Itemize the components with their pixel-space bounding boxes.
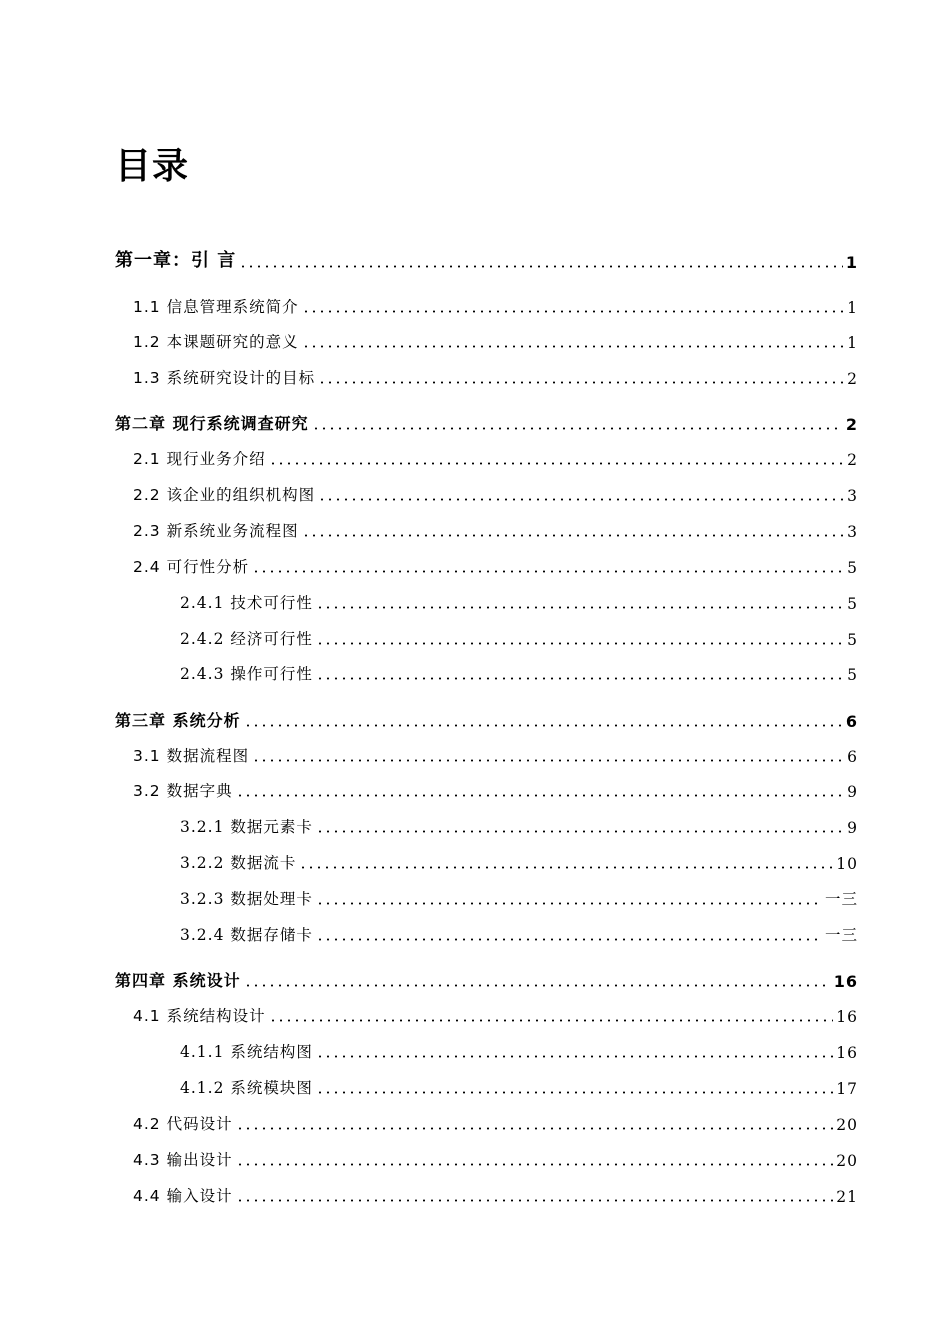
toc-entry-title: 第二章 现行系统调查研究 — [115, 414, 309, 433]
dot-leader — [318, 498, 844, 501]
toc-entry[interactable] — [133, 1004, 858, 1026]
toc-entry-page: 9 — [847, 783, 858, 801]
toc-entry-page: 2 — [847, 451, 858, 469]
dot-leader — [236, 1127, 834, 1130]
toc-entry-title: 第四章 系统设计 — [115, 971, 241, 990]
page-title: 目录 — [115, 146, 190, 187]
toc-entry-page: 2 — [845, 415, 858, 434]
dot-leader — [318, 381, 844, 384]
dot-leader — [316, 902, 822, 905]
dot-leader — [236, 794, 845, 797]
dot-leader — [316, 1055, 833, 1058]
toc-entry[interactable] — [180, 662, 858, 684]
toc-entry[interactable] — [180, 627, 858, 649]
toc-entry-title: 1.3 系统研究设计的目标 — [133, 369, 316, 387]
toc-entry[interactable] — [115, 411, 858, 434]
dot-leader — [316, 1091, 833, 1094]
toc-entry-title: 3.2.1 数据元素卡 — [180, 818, 313, 836]
toc-entry-title: 1.2 本课题研究的意义 — [133, 333, 299, 351]
toc-entry-title: 2.3 新系统业务流程图 — [133, 522, 299, 540]
toc-entry-page: 1 — [847, 299, 858, 317]
toc-entry-title: 3.2 数据字典 — [133, 782, 233, 800]
toc-entry-page: 2 — [847, 370, 858, 388]
toc-entry-title: 4.1.1 系统结构图 — [180, 1043, 313, 1061]
toc-entry[interactable] — [133, 295, 858, 317]
toc-entry-page: 16 — [836, 1044, 858, 1062]
toc-entry[interactable] — [115, 708, 858, 731]
toc-entry-title: 2.2 该企业的组织机构图 — [133, 486, 316, 504]
toc-entry-page: 一三 — [824, 890, 858, 908]
dot-leader — [302, 310, 845, 313]
toc-entry-page: 5 — [847, 559, 858, 577]
dot-leader — [316, 606, 844, 609]
dot-leader — [269, 1019, 834, 1022]
toc-entry-page: 1 — [847, 334, 858, 352]
toc-entry[interactable] — [180, 1040, 858, 1062]
dot-leader — [316, 830, 844, 833]
toc-entry-page: 16 — [833, 972, 858, 991]
toc-entry[interactable] — [180, 591, 858, 613]
toc-entry[interactable] — [133, 1184, 858, 1206]
toc-entry[interactable] — [133, 519, 858, 541]
toc-entry-title: 4.4 输入设计 — [133, 1187, 233, 1205]
toc-entry-page: 3 — [847, 487, 858, 505]
toc-entry-title: 3.2.3 数据处理卡 — [180, 890, 313, 908]
toc-entry-page: 16 — [836, 1008, 858, 1026]
dot-leader — [252, 759, 844, 762]
dot-leader — [244, 984, 831, 987]
toc-entry-page: 6 — [845, 712, 858, 731]
toc-entry-page: 5 — [847, 666, 858, 684]
toc-entry-page: 一三 — [824, 926, 858, 944]
toc-entry[interactable] — [133, 447, 858, 469]
toc-entry-page: 5 — [847, 631, 858, 649]
dot-leader — [299, 866, 833, 869]
toc-entry-title: 3.2.2 数据流卡 — [180, 854, 297, 872]
dot-leader — [316, 938, 822, 941]
toc-entry-title: 4.1.2 系统模块图 — [180, 1079, 313, 1097]
toc-entry[interactable] — [180, 887, 858, 909]
dot-leader — [312, 427, 843, 430]
dot-leader — [316, 642, 844, 645]
dot-leader — [252, 570, 844, 573]
toc-entry-title: 2.4.2 经济可行性 — [180, 630, 313, 648]
toc-entry-title: 1.1 信息管理系统简介 — [133, 298, 299, 316]
toc-entry-page: 21 — [836, 1188, 858, 1206]
dot-leader — [316, 677, 844, 680]
toc-entry[interactable] — [133, 330, 858, 352]
toc-entry-page: 20 — [836, 1152, 858, 1170]
toc-entry-title: 4.2 代码设计 — [133, 1115, 233, 1133]
toc-entry[interactable] — [115, 968, 858, 991]
toc-entry-title: 第三章 系统分析 — [115, 711, 241, 730]
toc-entry-title: 2.4.1 技术可行性 — [180, 594, 313, 612]
toc-entry[interactable] — [180, 851, 858, 873]
toc-entry-title: 2.4 可行性分析 — [133, 558, 250, 576]
toc-entry[interactable] — [133, 483, 858, 505]
toc-entry[interactable] — [133, 1148, 858, 1170]
toc-entry-title: 第一章：引 言 — [115, 250, 237, 271]
toc-entry-title: 4.3 输出设计 — [133, 1151, 233, 1169]
toc-entry[interactable] — [133, 744, 858, 766]
toc-entry-title: 2.1 现行业务介绍 — [133, 450, 266, 468]
toc-entry[interactable] — [115, 246, 858, 272]
toc-entry[interactable] — [133, 555, 858, 577]
dot-leader — [302, 345, 845, 348]
toc-entry[interactable] — [180, 923, 858, 945]
dot-leader — [239, 265, 843, 268]
toc-entry-page: 9 — [847, 819, 858, 837]
dot-leader — [244, 724, 843, 727]
dot-leader — [236, 1163, 834, 1166]
toc-entry-page: 5 — [847, 595, 858, 613]
toc-entry[interactable] — [133, 779, 858, 801]
toc-entry[interactable] — [133, 1112, 858, 1134]
toc-entry[interactable] — [133, 366, 858, 388]
toc-entry-page: 6 — [847, 748, 858, 766]
toc-entry-page: 20 — [836, 1116, 858, 1134]
toc-entry-title: 4.1 系统结构设计 — [133, 1007, 266, 1025]
toc-entry-page: 3 — [847, 523, 858, 541]
toc-entry-page: 17 — [836, 1080, 858, 1098]
dot-leader — [269, 462, 845, 465]
toc-entry[interactable] — [180, 815, 858, 837]
toc-entry-title: 3.2.4 数据存储卡 — [180, 926, 313, 944]
dot-leader — [236, 1199, 834, 1202]
toc-entry[interactable] — [180, 1076, 858, 1098]
toc-entry-title: 2.4.3 操作可行性 — [180, 665, 313, 683]
dot-leader — [302, 534, 845, 537]
toc-entry-title: 3.1 数据流程图 — [133, 747, 250, 765]
toc-entry-page: 10 — [836, 855, 858, 873]
toc-entry-page: 1 — [845, 253, 858, 272]
